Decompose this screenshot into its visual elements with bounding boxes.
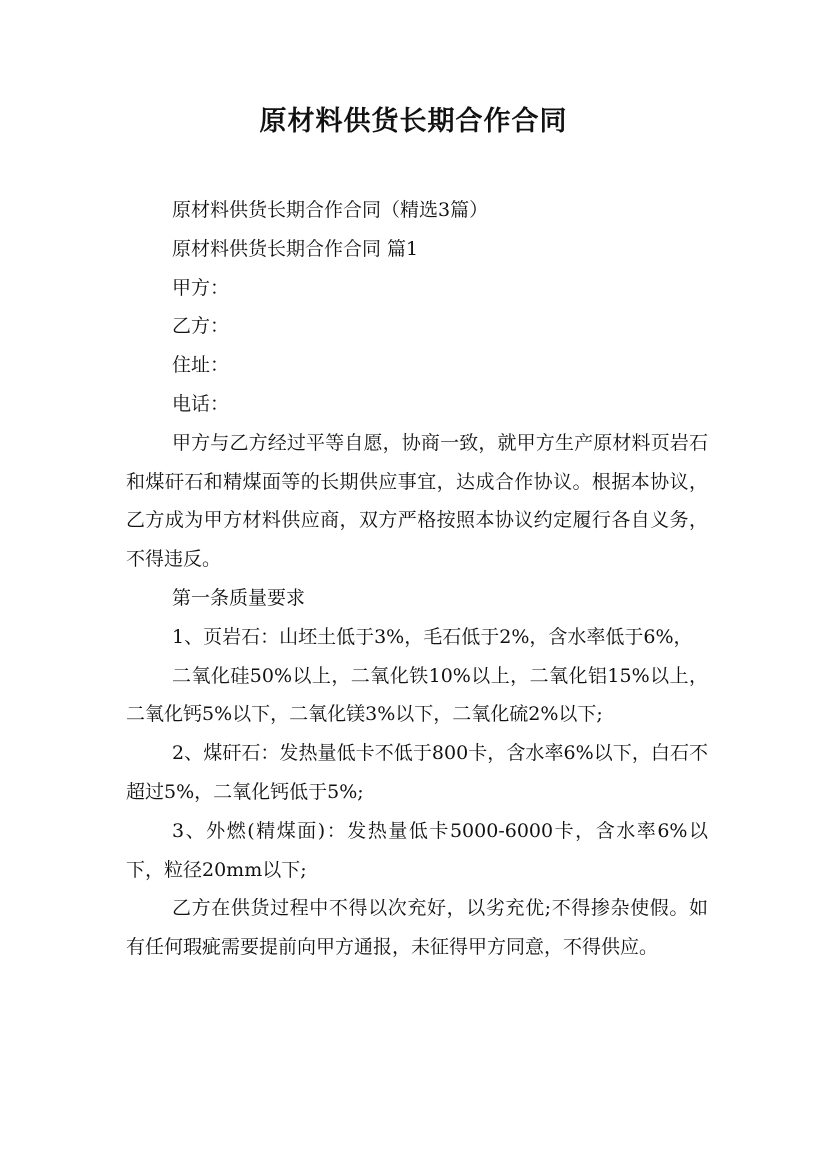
party-a-line: 甲方： <box>172 276 230 299</box>
subtitle-paragraph: 原材料供货长期合作合同（精选3篇） <box>172 199 489 221</box>
article-1-heading: 第一条质量要求 <box>172 586 306 609</box>
document-title: 原材料供货长期合作合同 <box>259 106 568 137</box>
address-line: 住址： <box>172 354 230 377</box>
fine-coal-requirement: 3、外燃(精煤面)：发热量低卡5000-6000卡，含水率6%以下，粒径20mm以下; <box>126 819 708 881</box>
oxide-requirement: 二氧化硅50%以上，二氧化铁10%以上，二氧化铝15%以上，二氧化钙5%以下，二氧化镁3%以下，二氧化硫2%以下; <box>126 664 708 726</box>
party-b-line: 乙方： <box>172 315 230 338</box>
section-heading: 原材料供货长期合作合同 篇1 <box>172 237 419 260</box>
shale-requirement: 1、页岩石：山坯土低于3%，毛石低于2%，含水率低于6%， <box>172 625 693 648</box>
intro-paragraph: 甲方与乙方经过平等自愿，协商一致，就甲方生产原材料页岩石和煤矸石和精煤面等的长期供应事宜，达成合作协议。根据本协议，乙方成为甲方材料供应商，双方严格按照本协议约定履行各自义务，不得违反。 <box>126 431 708 571</box>
coal-gangue-requirement: 2、煤矸石：发热量低卡不低于800卡，含水率6%以下，白石不超过5%，二氧化钙低于5%; <box>126 742 708 803</box>
document-body <box>126 191 708 967</box>
quality-obligation-paragraph: 乙方在供货过程中不得以次充好，以劣充优;不得掺杂使假。如有任何瑕疵需要提前向甲方通报，未征得甲方同意，不得供应。 <box>126 897 708 959</box>
phone-line: 电话： <box>172 392 230 415</box>
